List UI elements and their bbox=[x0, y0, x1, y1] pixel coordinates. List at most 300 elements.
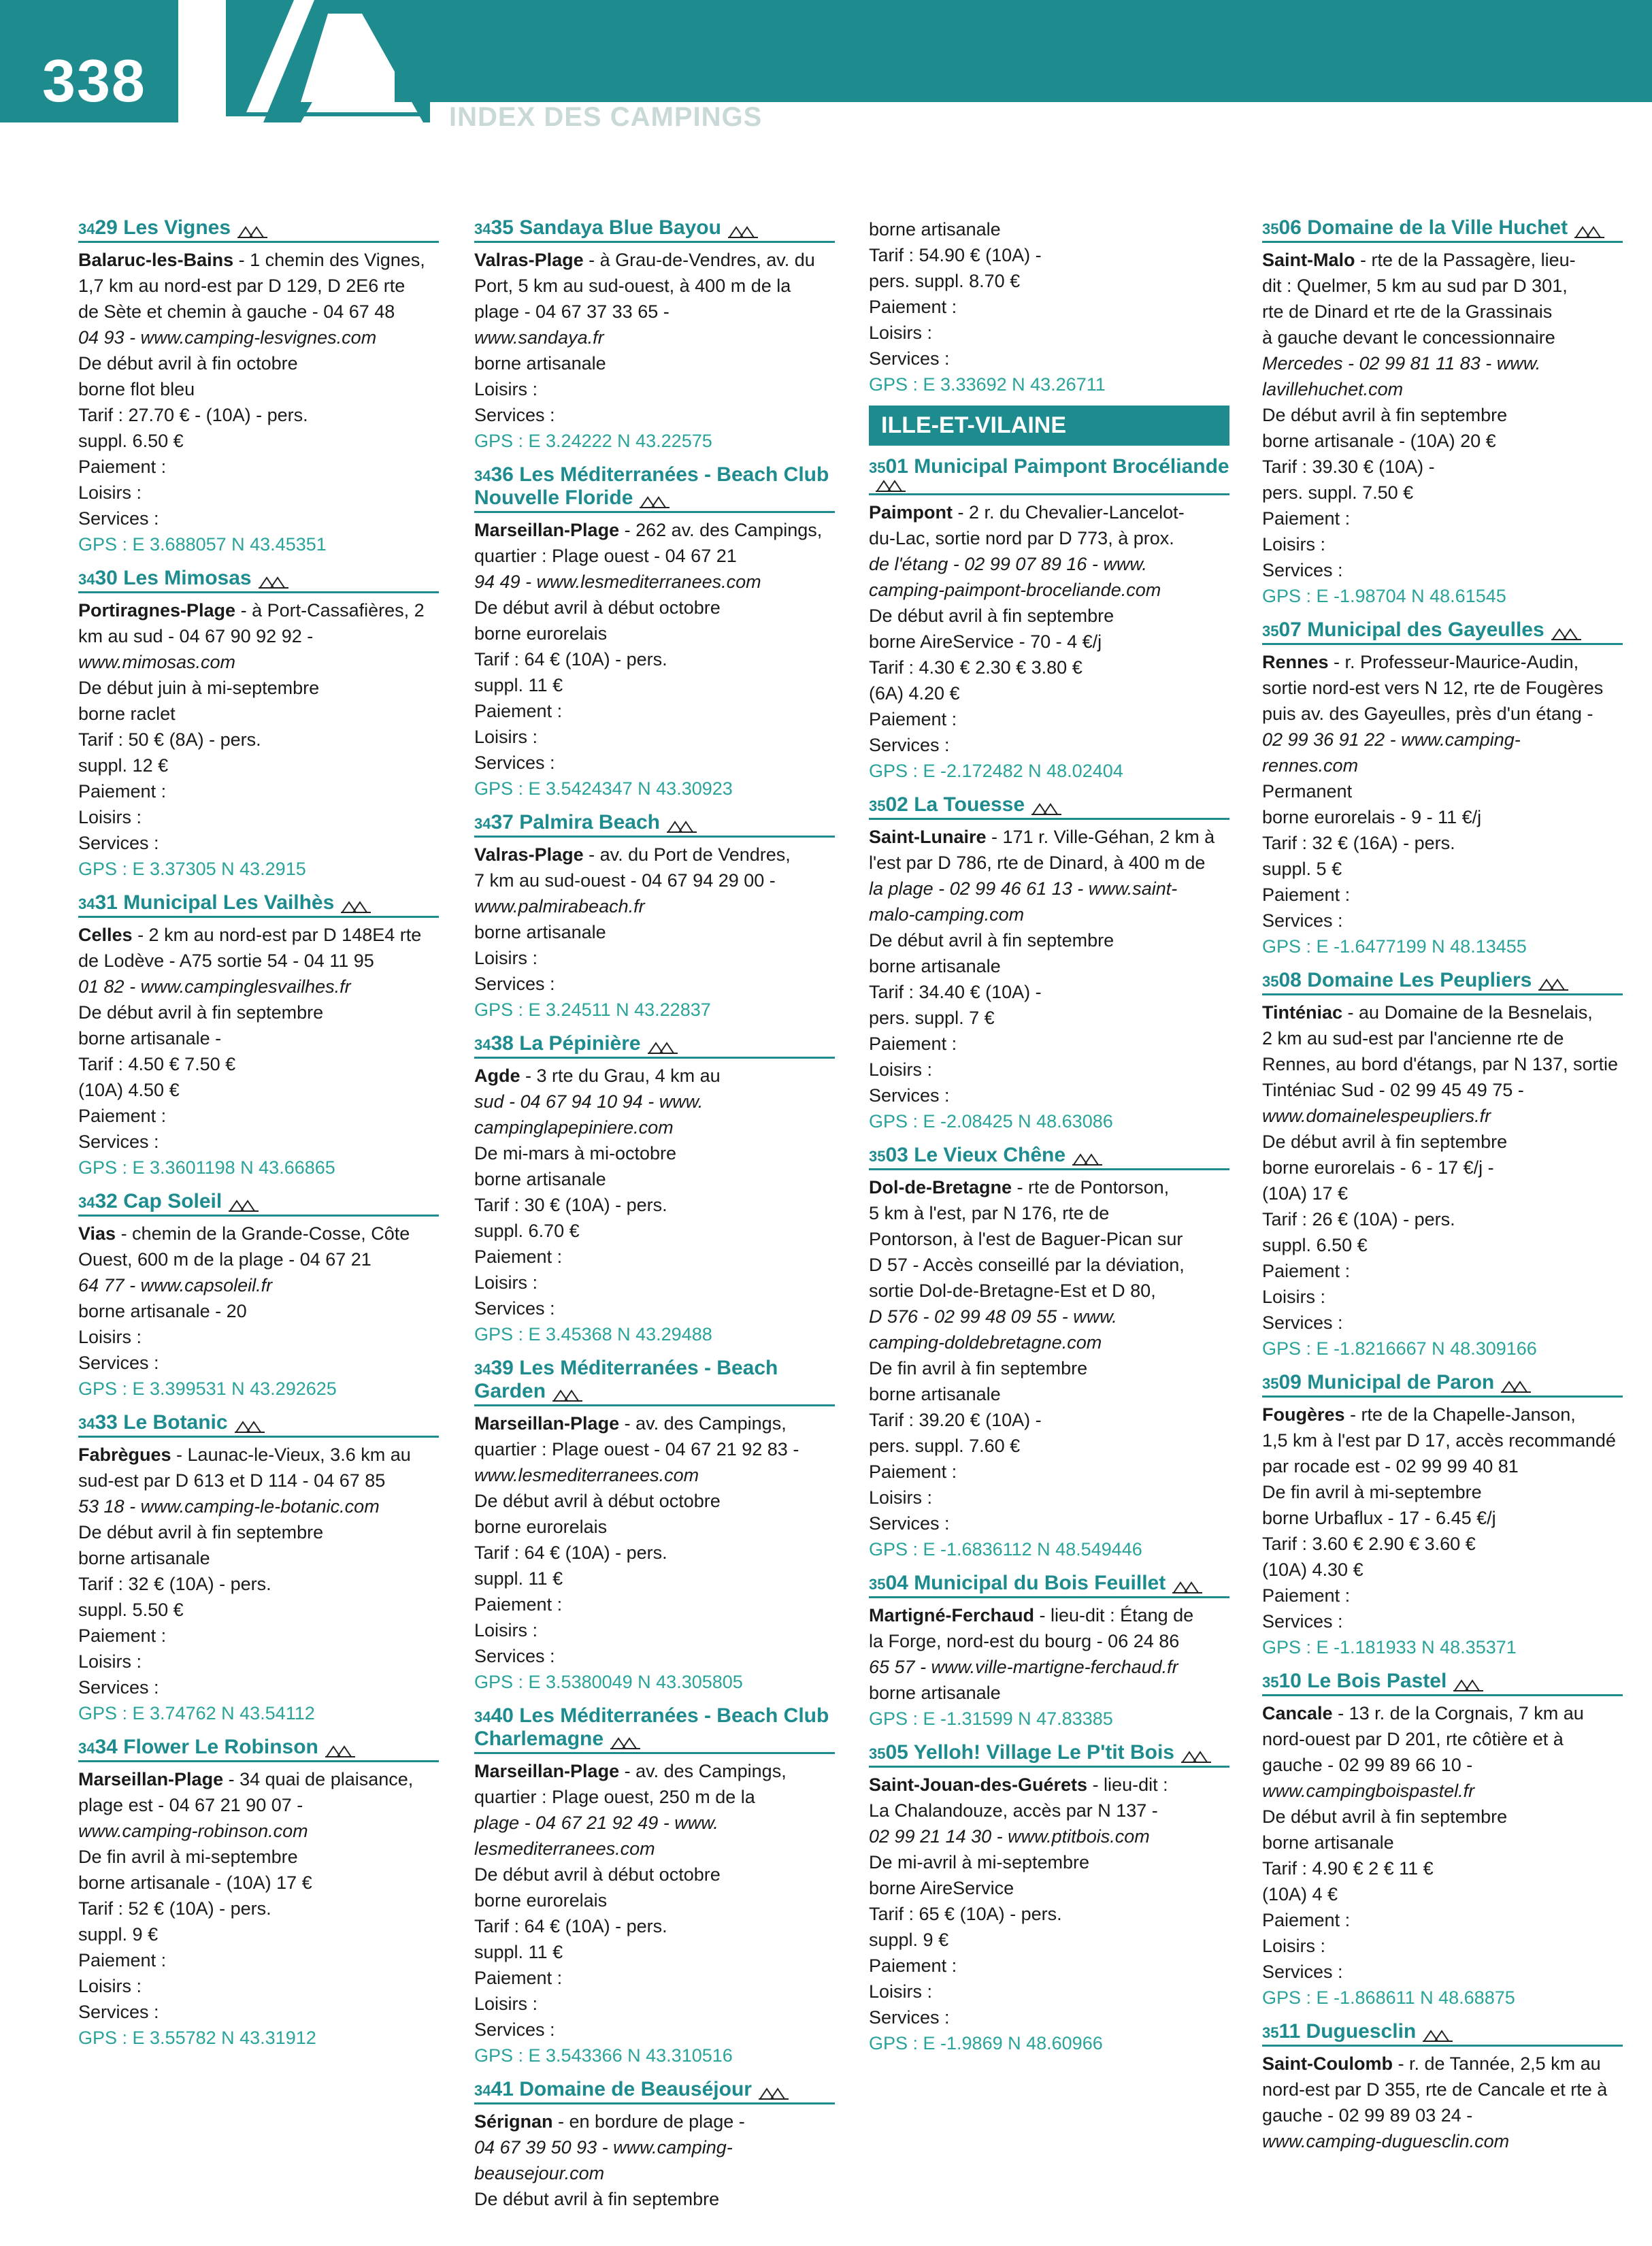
town-name: Saint-Jouan-des-Guérets bbox=[869, 1774, 1088, 1795]
entry-line bbox=[78, 325, 439, 350]
entry-line: Services : bbox=[78, 508, 159, 529]
entry-line bbox=[474, 325, 835, 350]
tent-rating-icon bbox=[341, 899, 371, 913]
entry-heading bbox=[1262, 2020, 1623, 2047]
region-heading: ILLE-ET-VILAINE bbox=[869, 406, 1229, 446]
website-text: malo-camping.com bbox=[869, 904, 1025, 925]
tent-rating-icon bbox=[229, 1198, 259, 1212]
entry-number: 3510 bbox=[1262, 1670, 1302, 1692]
gps-coordinates: GPS : E 3.3601198 N 43.66865 bbox=[78, 1157, 335, 1178]
entry-heading bbox=[78, 216, 439, 243]
entry-body bbox=[869, 1602, 1229, 1706]
entry-number: 3438 bbox=[474, 1032, 514, 1055]
entry-line: (10A) 17 € bbox=[1262, 1183, 1349, 1204]
entry-heading bbox=[1262, 1670, 1623, 1696]
entry-line: Tarif : 27.70 € - (10A) - pers. bbox=[78, 405, 308, 425]
entry-body bbox=[474, 2109, 835, 2212]
entry-line: Tarif : 52 € (10A) - pers. bbox=[78, 1898, 271, 1919]
town-name: Fougères bbox=[1262, 1404, 1345, 1425]
entry-line: borne artisanale bbox=[1262, 1832, 1394, 1853]
entry-line: Services : bbox=[1262, 1611, 1343, 1632]
entry-line: Saint-Malo - rte de la Passagère, lieu- bbox=[1262, 250, 1576, 270]
entry-line: Services : bbox=[474, 2019, 555, 2040]
website-text: 02 99 36 91 22 - www.camping- bbox=[1262, 729, 1521, 750]
entry-line: Saint-Jouan-des-Guérets - lieu-dit : bbox=[869, 1774, 1168, 1795]
entry-line: Tarif : 32 € (16A) - pers. bbox=[1262, 833, 1455, 853]
entry-line: Services : bbox=[474, 753, 555, 773]
campsite-entry bbox=[474, 2078, 835, 2212]
gps-coordinates: GPS : E -2.08425 N 48.63086 bbox=[869, 1111, 1113, 1132]
entry-line bbox=[474, 893, 835, 919]
entry-line: plage est - 04 67 21 90 07 - bbox=[78, 1795, 303, 1815]
entry-line: Cancale - 13 r. de la Corgnais, 7 km au bbox=[1262, 1703, 1584, 1723]
entry-number-suffix: 05 bbox=[885, 1741, 908, 1764]
website-text: la plage - 02 99 46 61 13 - www.saint- bbox=[869, 878, 1178, 899]
entry-heading bbox=[474, 2078, 835, 2104]
website-text: campinglapepiniere.com bbox=[474, 1117, 674, 1138]
entry-heading bbox=[1262, 216, 1623, 243]
entry-line: suppl. 5 € bbox=[1262, 859, 1342, 879]
entry-line: borne artisanale bbox=[474, 922, 606, 942]
campsite-name: Domaine de la Ville Huchet bbox=[1301, 216, 1568, 239]
entry-number-suffix: 37 bbox=[491, 811, 514, 833]
entry-line: De mi-avril à mi-septembre bbox=[869, 1852, 1090, 1872]
entry-line: Paiement : bbox=[474, 701, 563, 721]
website-text: www.camping-robinson.com bbox=[78, 1821, 308, 1841]
entry-line: Tarif : 64 € (10A) - pers. bbox=[474, 1916, 667, 1936]
entry-line: Paiement : bbox=[1262, 508, 1351, 529]
entry-line: Celles - 2 km au nord-est par D 148E4 rte bbox=[78, 925, 422, 945]
campsite-entry bbox=[474, 1704, 835, 2068]
entry-heading bbox=[869, 1144, 1229, 1170]
town-name: Portiragnes-Plage bbox=[78, 600, 236, 621]
entry-number: 3502 bbox=[869, 793, 908, 816]
entry-line: Services : bbox=[1262, 1962, 1343, 1982]
entry-line: Loisirs : bbox=[869, 323, 933, 343]
website-text: beausejour.com bbox=[474, 2163, 605, 2183]
entry-line: borne Urbaflux - 17 - 6.45 €/j bbox=[1262, 1508, 1496, 1528]
entry-line: (10A) 4 € bbox=[1262, 1884, 1338, 1904]
entry-line: Valras-Plage - à Grau-de-Vendres, av. du bbox=[474, 250, 815, 270]
entry-line: Services : bbox=[474, 1298, 555, 1319]
gps-coordinates: GPS : E -2.172482 N 48.02404 bbox=[869, 761, 1123, 781]
website-text: rennes.com bbox=[1262, 755, 1359, 776]
entry-line: Saint-Coulomb - r. de Tannée, 2,5 km au bbox=[1262, 2053, 1601, 2074]
entry-heading bbox=[78, 1411, 439, 1438]
entry-line: Tarif : 26 € (10A) - pers. bbox=[1262, 1209, 1455, 1229]
entry-number: 3501 bbox=[869, 455, 908, 478]
campsite-entry bbox=[869, 455, 1229, 784]
website-text: sud - 04 67 94 10 94 - www. bbox=[474, 1091, 704, 1112]
entry-body bbox=[869, 1772, 1229, 2030]
entry-number-suffix: 10 bbox=[1278, 1670, 1302, 1692]
gps-coordinates: GPS : E -1.6477199 N 48.13455 bbox=[1262, 936, 1527, 957]
entry-line bbox=[78, 649, 439, 675]
entry-line: Services : bbox=[869, 1513, 950, 1534]
entry-heading bbox=[474, 216, 835, 243]
entry-number: 3432 bbox=[78, 1190, 118, 1212]
campsite-entry bbox=[1262, 969, 1623, 1361]
tent-rating-icon bbox=[759, 2086, 789, 2100]
entry-body bbox=[1262, 1402, 1623, 1634]
entry-line: De début avril à début octobre bbox=[474, 597, 721, 618]
campsite-name: Les Méditerranées - Beach Garden bbox=[474, 1357, 778, 1402]
gps-coordinates: GPS : E 3.24222 N 43.22575 bbox=[474, 431, 712, 451]
entry-line: Fougères - rte de la Chapelle-Janson, bbox=[1262, 1404, 1576, 1425]
entry-heading bbox=[474, 1357, 835, 1406]
entry-line: Tarif : 65 € (10A) - pers. bbox=[869, 1904, 1062, 1924]
entry-line: Sérignan - en bordure de plage - bbox=[474, 2111, 745, 2132]
entry-line: Paiement : bbox=[1262, 1585, 1351, 1606]
entry-line: Loisirs : bbox=[869, 1059, 933, 1080]
campsite-entry bbox=[78, 1736, 439, 2051]
entry-line: puis av. des Gayeulles, près d'un étang - bbox=[1262, 704, 1593, 724]
campsite-entry bbox=[1262, 2020, 1623, 2154]
entry-line: quartier : Plage ouest, 250 m de la bbox=[474, 1787, 755, 1807]
campsite-entry bbox=[474, 811, 835, 1023]
tent-rating-icon bbox=[610, 1736, 640, 1749]
gps-coordinates: GPS : E -1.98704 N 48.61545 bbox=[1262, 586, 1506, 606]
entry-line: suppl. 5.50 € bbox=[78, 1600, 184, 1620]
entry-body bbox=[78, 922, 439, 1155]
entry-line bbox=[1262, 1103, 1623, 1129]
entry-line: Marseillan-Plage - av. des Campings, bbox=[474, 1413, 787, 1434]
entry-line bbox=[1262, 350, 1623, 376]
entry-number-suffix: 36 bbox=[491, 463, 514, 486]
entry-line: Loisirs : bbox=[1262, 534, 1326, 555]
entry-line: Saint-Lunaire - 171 r. Ville-Géhan, 2 km à bbox=[869, 827, 1215, 847]
entry-line: D 57 - Accès conseillé par la déviation, bbox=[869, 1255, 1185, 1275]
entry-number: 3511 bbox=[1262, 2020, 1301, 2043]
entry-line: borne artisanale bbox=[474, 353, 606, 374]
entry-line: Services : bbox=[78, 1353, 159, 1373]
entry-line: Paiement : bbox=[78, 781, 167, 802]
entry-line: Tarif : 34.40 € (10A) - bbox=[869, 982, 1042, 1002]
campsite-entry bbox=[869, 1741, 1229, 2056]
tent-rating-icon bbox=[235, 1419, 265, 1433]
website-text: D 576 - 02 99 48 09 55 - www. bbox=[869, 1306, 1117, 1327]
gps-coordinates: GPS : E 3.33692 N 43.26711 bbox=[869, 374, 1106, 395]
campsite-entry bbox=[1262, 1371, 1623, 1660]
entry-line: Tinténiac Sud - 02 99 45 49 75 - bbox=[1262, 1080, 1524, 1100]
town-name: Marseillan-Plage bbox=[474, 520, 620, 540]
town-name: Sérignan bbox=[474, 2111, 553, 2132]
entry-line bbox=[78, 1818, 439, 1844]
campsite-name: Municipal du Bois Feuillet bbox=[908, 1572, 1166, 1594]
entry-number-suffix: 06 bbox=[1278, 216, 1302, 239]
entry-heading bbox=[1262, 969, 1623, 995]
entry-line: dit : Quelmer, 5 km au sud par D 301, bbox=[1262, 276, 1568, 296]
entry-line: De début avril à début octobre bbox=[474, 1864, 721, 1885]
entry-line bbox=[1262, 727, 1623, 753]
entry-line: (6A) 4.20 € bbox=[869, 683, 960, 704]
entry-line bbox=[869, 1823, 1229, 1849]
entry-line: suppl. 9 € bbox=[869, 1930, 949, 1950]
campsite-entry bbox=[474, 1357, 835, 1695]
entry-body bbox=[869, 499, 1229, 758]
website-text: www.camping-duguesclin.com bbox=[1262, 2131, 1510, 2151]
entry-body bbox=[1262, 1000, 1623, 1336]
entry-body bbox=[78, 1766, 439, 2025]
entry-body bbox=[474, 842, 835, 997]
entry-line: pers. suppl. 7 € bbox=[869, 1008, 995, 1028]
town-name: Agde bbox=[474, 1066, 521, 1086]
campsite-name: Le Bois Pastel bbox=[1301, 1670, 1447, 1692]
page-header bbox=[0, 0, 1652, 132]
entry-line: Tarif : 64 € (10A) - pers. bbox=[474, 1542, 667, 1563]
entry-line: borne artisanale - (10A) 17 € bbox=[78, 1872, 312, 1893]
tent-rating-icon bbox=[876, 478, 906, 492]
entry-line: Port, 5 km au sud-ouest, à 400 m de la bbox=[474, 276, 791, 296]
entry-heading bbox=[869, 793, 1229, 820]
entry-line: du-Lac, sortie nord par D 773, à prox. bbox=[869, 528, 1174, 548]
entry-body bbox=[78, 1221, 439, 1376]
entry-line: borne eurorelais bbox=[474, 1890, 608, 1911]
entry-line bbox=[1262, 753, 1623, 778]
tent-rating-icon bbox=[325, 1744, 355, 1757]
entry-number: 3505 bbox=[869, 1741, 908, 1764]
entry-line: Services : bbox=[1262, 560, 1343, 580]
gps-coordinates: GPS : E 3.37305 N 43.2915 bbox=[78, 859, 306, 879]
town-name: Marseillan-Plage bbox=[474, 1761, 620, 1781]
tent-rating-icon bbox=[1181, 1749, 1211, 1763]
entry-line: gauche - 02 99 89 66 10 - bbox=[1262, 1755, 1473, 1775]
entry-line bbox=[869, 551, 1229, 577]
entry-line: Services : bbox=[474, 1646, 555, 1666]
gps-coordinates: GPS : E 3.543366 N 43.310516 bbox=[474, 2045, 733, 2066]
entry-line: Agde - 3 rte du Grau, 4 km au bbox=[474, 1066, 721, 1086]
entry-heading bbox=[1262, 618, 1623, 645]
campsite-name: La Pépinière bbox=[513, 1032, 641, 1055]
column-3 bbox=[869, 216, 1229, 2066]
entry-line: De début avril à fin septembre bbox=[1262, 1806, 1508, 1827]
campsite-name: Municipal de Paron bbox=[1301, 1371, 1495, 1393]
entry-line: nord-ouest par D 201, rte côtière et à bbox=[1262, 1729, 1564, 1749]
website-text: camping-paimpont-broceliande.com bbox=[869, 580, 1161, 600]
entry-line: Paimpont - 2 r. du Chevalier-Lancelot- bbox=[869, 502, 1185, 523]
entry-number: 3431 bbox=[78, 891, 118, 914]
entry-line: borne eurorelais bbox=[474, 1517, 608, 1537]
entry-number-suffix: 09 bbox=[1278, 1371, 1302, 1393]
tent-logo-icon bbox=[226, 0, 430, 122]
entry-line: Tarif : 39.20 € (10A) - bbox=[869, 1410, 1042, 1430]
entry-line: Dol-de-Bretagne - rte de Pontorson, bbox=[869, 1177, 1170, 1198]
website-text: www.palmirabeach.fr bbox=[474, 896, 645, 916]
entry-line: 1,5 km à l'est par D 17, accès recommandé bbox=[1262, 1430, 1616, 1451]
entry-line bbox=[1262, 1778, 1623, 1804]
entry-line: Tarif : 4.30 € 2.30 € 3.80 € bbox=[869, 657, 1083, 678]
entry-line: borne artisanale bbox=[78, 1548, 210, 1568]
entry-line: Balaruc-les-Bains - 1 chemin des Vignes, bbox=[78, 250, 425, 270]
campsite-name: Flower Le Robinson bbox=[117, 1736, 318, 1758]
entry-line: de Sète et chemin à gauche - 04 67 48 bbox=[78, 301, 395, 322]
entry-number-suffix: 29 bbox=[95, 216, 118, 239]
entry-heading bbox=[474, 1032, 835, 1059]
tent-rating-icon bbox=[1423, 2028, 1453, 2042]
entry-line: sortie Dol-de-Bretagne-Est et D 80, bbox=[869, 1281, 1156, 1301]
entry-heading bbox=[869, 1741, 1229, 1768]
entry-line: Marseillan-Plage - av. des Campings, bbox=[474, 1761, 787, 1781]
entry-line: Paiement : bbox=[1262, 1910, 1351, 1930]
town-name: Balaruc-les-Bains bbox=[78, 250, 234, 270]
entry-number: 3433 bbox=[78, 1411, 118, 1434]
tent-rating-icon bbox=[728, 225, 758, 238]
tent-rating-icon bbox=[1501, 1379, 1531, 1393]
entry-line: Valras-Plage - av. du Port de Vendres, bbox=[474, 844, 791, 865]
entry-line: Martigné-Ferchaud - lieu-dit : Étang de bbox=[869, 1605, 1194, 1625]
town-name: Martigné-Ferchaud bbox=[869, 1605, 1035, 1625]
entry-line: Loisirs : bbox=[869, 1981, 933, 2002]
entry-line: Paiement : bbox=[78, 1625, 167, 1646]
entry-line bbox=[474, 1462, 835, 1488]
campsite-name: Domaine de Beauséjour bbox=[513, 2078, 752, 2100]
entry-line: Rennes, au bord d'étangs, par N 137, sortie bbox=[1262, 1054, 1618, 1074]
entry-line: plage - 04 67 37 33 65 - bbox=[474, 301, 670, 322]
website-text: www.domainelespeupliers.fr bbox=[1262, 1106, 1491, 1126]
gps-coordinates: GPS : E 3.5424347 N 43.30923 bbox=[474, 778, 733, 799]
tent-rating-icon bbox=[1453, 1678, 1483, 1691]
entry-heading bbox=[78, 1190, 439, 1217]
entry-line: Services : bbox=[1262, 910, 1343, 931]
entry-line: Services : bbox=[869, 2007, 950, 2028]
entry-number-suffix: 31 bbox=[95, 891, 118, 914]
entry-number-suffix: 33 bbox=[95, 1411, 118, 1434]
campsite-name: Municipal Paimpont Brocéliande bbox=[908, 455, 1229, 478]
entry-line: Portiragnes-Plage - à Port-Cassafières, 2 bbox=[78, 600, 425, 621]
town-name: Rennes bbox=[1262, 652, 1329, 672]
gps-coordinates: GPS : E 3.5380049 N 43.305805 bbox=[474, 1672, 743, 1692]
entry-number-suffix: 03 bbox=[885, 1144, 908, 1166]
entry-line: (10A) 4.50 € bbox=[78, 1080, 180, 1100]
entry-line: 1,7 km au nord-est par D 129, D 2E6 rte bbox=[78, 276, 406, 296]
entry-number-suffix: 41 bbox=[491, 2078, 514, 2100]
entry-line: borne eurorelais - 9 - 11 €/j bbox=[1262, 807, 1482, 827]
entry-heading bbox=[474, 1704, 835, 1754]
entry-line: Rennes - r. Professeur-Maurice-Audin, bbox=[1262, 652, 1579, 672]
tent-rating-icon bbox=[237, 225, 267, 238]
town-name: Cancale bbox=[1262, 1703, 1333, 1723]
gps-coordinates: GPS : E -1.8216667 N 48.309166 bbox=[1262, 1338, 1537, 1359]
campsite-name: Yelloh! Village Le P'tit Bois bbox=[908, 1741, 1174, 1764]
column-2 bbox=[474, 216, 835, 2222]
entry-line: Services : bbox=[869, 735, 950, 755]
page-number: 338 bbox=[42, 47, 146, 114]
entry-line: suppl. 6.50 € bbox=[78, 431, 184, 451]
website-text: www.lesmediterranees.com bbox=[474, 1465, 699, 1485]
gps-coordinates: GPS : E 3.45368 N 43.29488 bbox=[474, 1324, 712, 1344]
entry-line: Paiement : bbox=[474, 1246, 563, 1267]
entry-line: Paiement : bbox=[869, 297, 957, 317]
entry-body bbox=[869, 824, 1229, 1108]
entry-line: sortie nord-est vers N 12, rte de Fougères bbox=[1262, 678, 1604, 698]
entry-heading bbox=[78, 891, 439, 918]
entry-number-suffix: 07 bbox=[1278, 618, 1302, 641]
entry-heading bbox=[1262, 1371, 1623, 1398]
entry-line: pers. suppl. 8.70 € bbox=[869, 271, 1021, 291]
entry-line: Tarif : 54.90 € (10A) - bbox=[869, 245, 1042, 265]
entry-line: Services : bbox=[1262, 1312, 1343, 1333]
entry-body bbox=[1262, 649, 1623, 934]
gps-coordinates: GPS : E 3.688057 N 43.45351 bbox=[78, 534, 327, 555]
entry-number-suffix: 08 bbox=[1278, 969, 1302, 991]
entry-number: 3436 bbox=[474, 463, 514, 486]
entry-line: suppl. 12 € bbox=[78, 755, 169, 776]
campsite-entry bbox=[1262, 1670, 1623, 2011]
entry-line: borne AireService bbox=[869, 1878, 1014, 1898]
tent-rating-icon bbox=[1031, 802, 1061, 815]
entry-line: suppl. 6.50 € bbox=[1262, 1235, 1368, 1255]
entry-line: Permanent bbox=[1262, 781, 1353, 802]
entry-line bbox=[474, 2160, 835, 2186]
entry-line bbox=[474, 1836, 835, 1862]
entry-line: Paiement : bbox=[1262, 885, 1351, 905]
entry-number: 3430 bbox=[78, 567, 118, 589]
entry-heading bbox=[869, 455, 1229, 495]
entry-line: Loisirs : bbox=[1262, 1936, 1326, 1956]
entry-line: borne artisanale bbox=[869, 956, 1001, 976]
entry-line: Loisirs : bbox=[78, 1976, 142, 1996]
entry-line: Services : bbox=[78, 2002, 159, 2022]
entry-line: Services : bbox=[78, 1677, 159, 1698]
gps-coordinates: GPS : E -1.868611 N 48.68875 bbox=[1262, 1987, 1515, 2008]
entry-line: De début avril à fin septembre bbox=[78, 1522, 324, 1542]
entry-line: sud-est par D 613 et D 114 - 04 67 85 bbox=[78, 1470, 386, 1491]
entry-line: Paiement : bbox=[474, 1594, 563, 1615]
entry-line: Paiement : bbox=[869, 1034, 957, 1054]
entry-line: borne eurorelais - 6 - 17 €/j - bbox=[1262, 1157, 1494, 1178]
entry-line: Ouest, 600 m de la plage - 04 67 21 bbox=[78, 1249, 371, 1270]
entry-line: Fabrègues - Launac-le-Vieux, 3.6 km au bbox=[78, 1444, 411, 1465]
entry-line: suppl. 11 € bbox=[474, 1942, 563, 1962]
website-text: www.campingboispastel.fr bbox=[1262, 1781, 1475, 1801]
entry-line: De début avril à fin octobre bbox=[78, 353, 298, 374]
entry-line bbox=[869, 876, 1229, 902]
entry-line: Services : bbox=[474, 974, 555, 994]
entry-number: 3509 bbox=[1262, 1371, 1302, 1393]
entry-line: 2 km au sud-est par l'ancienne rte de bbox=[1262, 1028, 1564, 1048]
entry-heading bbox=[474, 463, 835, 513]
entry-line: borne artisanale bbox=[869, 1683, 1001, 1703]
entry-number: 3440 bbox=[474, 1704, 514, 1727]
entry-heading bbox=[78, 567, 439, 593]
campsite-entry bbox=[78, 891, 439, 1180]
tent-rating-icon bbox=[1172, 1580, 1202, 1593]
entry-continuation bbox=[869, 216, 1229, 397]
entry-line bbox=[474, 2134, 835, 2160]
entry-line: Tarif : 64 € (10A) - pers. bbox=[474, 649, 667, 670]
entry-line: Loisirs : bbox=[474, 948, 538, 968]
entry-line: 5 km à l'est, par N 176, rte de bbox=[869, 1203, 1110, 1223]
entry-number: 3434 bbox=[78, 1736, 118, 1758]
entry-line: km au sud - 04 67 90 92 92 - bbox=[78, 626, 314, 646]
entry-body bbox=[474, 517, 835, 776]
entry-line: l'est par D 786, rte de Dinard, à 400 m de bbox=[869, 853, 1206, 873]
entry-line: De fin avril à fin septembre bbox=[869, 1358, 1088, 1378]
campsite-entry bbox=[78, 567, 439, 882]
entry-heading bbox=[869, 1572, 1229, 1598]
entry-line bbox=[869, 1304, 1229, 1330]
entry-line: De début avril à début octobre bbox=[474, 1491, 721, 1511]
entry-line: De début avril à fin septembre bbox=[1262, 405, 1508, 425]
entry-line: à gauche devant le concessionnaire bbox=[1262, 327, 1555, 348]
entry-line: Loisirs : bbox=[78, 1651, 142, 1672]
entry-line: borne raclet bbox=[78, 704, 176, 724]
tent-rating-icon bbox=[1574, 225, 1604, 238]
entry-line: pers. suppl. 7.50 € bbox=[1262, 482, 1414, 503]
town-name: Tinténiac bbox=[1262, 1002, 1343, 1023]
entry-line: Paiement : bbox=[78, 1106, 167, 1126]
entry-line: Tarif : 50 € (8A) - pers. bbox=[78, 729, 261, 750]
